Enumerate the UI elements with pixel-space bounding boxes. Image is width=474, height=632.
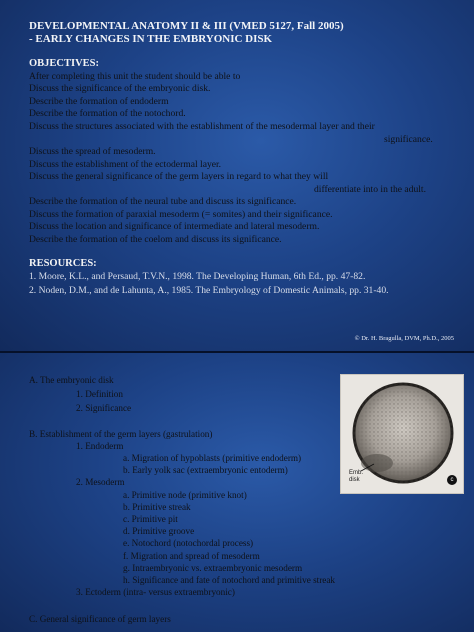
outline-item: a. Migration of hypoblasts (primitive endoderm)	[123, 453, 302, 463]
slide-title-line1: DEVELOPMENTAL ANATOMY II & III (VMED 5127, Fall 2005)	[29, 20, 344, 32]
objective-line: Describe the formation of the coelom and discuss its significance.	[29, 234, 282, 245]
outline-item: h. Significance and fate of notochord and primitive streak	[123, 575, 336, 585]
outline-item: f. Migration and spread of mesoderm	[123, 551, 260, 561]
objective-line: Discuss the establishment of the ectodermal layer.	[29, 159, 222, 170]
outline-item: 3. Ectoderm (intra- versus extraembryonic)	[76, 587, 235, 597]
resources-heading: RESOURCES:	[29, 258, 97, 269]
outline-item: B. Establishment of the germ layers (gastrulation)	[29, 429, 213, 439]
objective-line: Discuss the structures associated with the establishment of the mesodermal layer and their	[29, 121, 375, 132]
objective-line: Describe the formation of the neural tube and discuss its significance.	[29, 196, 297, 207]
objectives-heading: OBJECTIVES:	[29, 58, 100, 69]
objective-line: Describe the formation of the notochord.	[29, 108, 186, 119]
photo-badge: c	[447, 475, 457, 485]
resource-line: 1. Moore, K.L., and Persaud, T.V.N., 1998. The Developing Human, 6th Ed., pp. 47-82.	[29, 271, 366, 282]
outline-item: 2. Mesoderm	[76, 477, 125, 487]
outline-item: 1. Endoderm	[76, 441, 124, 451]
embryonic-disk-micrograph	[340, 374, 464, 494]
outline-item: b. Early yolk sac (extraembryonic entoderm)	[123, 465, 288, 475]
copyright-credit: © Dr. H. Bragulla, DVM, Ph.D., 2005	[354, 335, 454, 342]
outline-item: d. Primitive groove	[123, 526, 195, 536]
outline-item: A. The embryonic disk	[29, 375, 114, 385]
objective-line: Discuss the location and significance of intermediate and lateral mesoderm.	[29, 221, 320, 232]
outline-item: e. Notochord (notochordal process)	[123, 538, 254, 548]
objective-line: significance.	[384, 134, 433, 145]
outline-item: c. Primitive pit	[123, 514, 178, 524]
photo-label-line2: disk	[349, 477, 360, 483]
resource-line: 2. Noden, D.M., and de Lahunta, A., 1985. The Embryology of Domestic Animals, pp. 31-40.	[29, 285, 389, 296]
objective-line: After completing this unit the student should be able to	[29, 71, 241, 82]
outline-item: 2. Significance	[76, 403, 132, 413]
slide-outline	[0, 353, 474, 632]
outline-item: b. Primitive streak	[123, 502, 191, 512]
objective-line: Discuss the general significance of the germ layers in regard to what they will	[29, 171, 329, 182]
photo-label	[349, 470, 363, 484]
objective-line: Discuss the formation of paraxial mesoderm (= somites) and their significance.	[29, 209, 333, 220]
objective-line: Describe the formation of endoderm	[29, 96, 169, 107]
photo-label-line1: Emb.	[349, 470, 364, 476]
objective-line: Discuss the spread of mesoderm.	[29, 146, 156, 157]
outline-item: 1. Definition	[76, 389, 123, 399]
objective-line: differentiate into in the adult.	[314, 184, 426, 195]
slide-title-line2: - EARLY CHANGES IN THE EMBRYONIC DISK	[29, 33, 273, 45]
objective-line: Discuss the significance of the embryonic disk.	[29, 83, 211, 94]
outline-item: a. Primitive node (primitive knot)	[123, 490, 247, 500]
outline-item: C. General significance of germ layers	[29, 614, 171, 624]
outline-item: g. Intraembryonic vs. extraembryonic mesoderm	[123, 563, 303, 573]
